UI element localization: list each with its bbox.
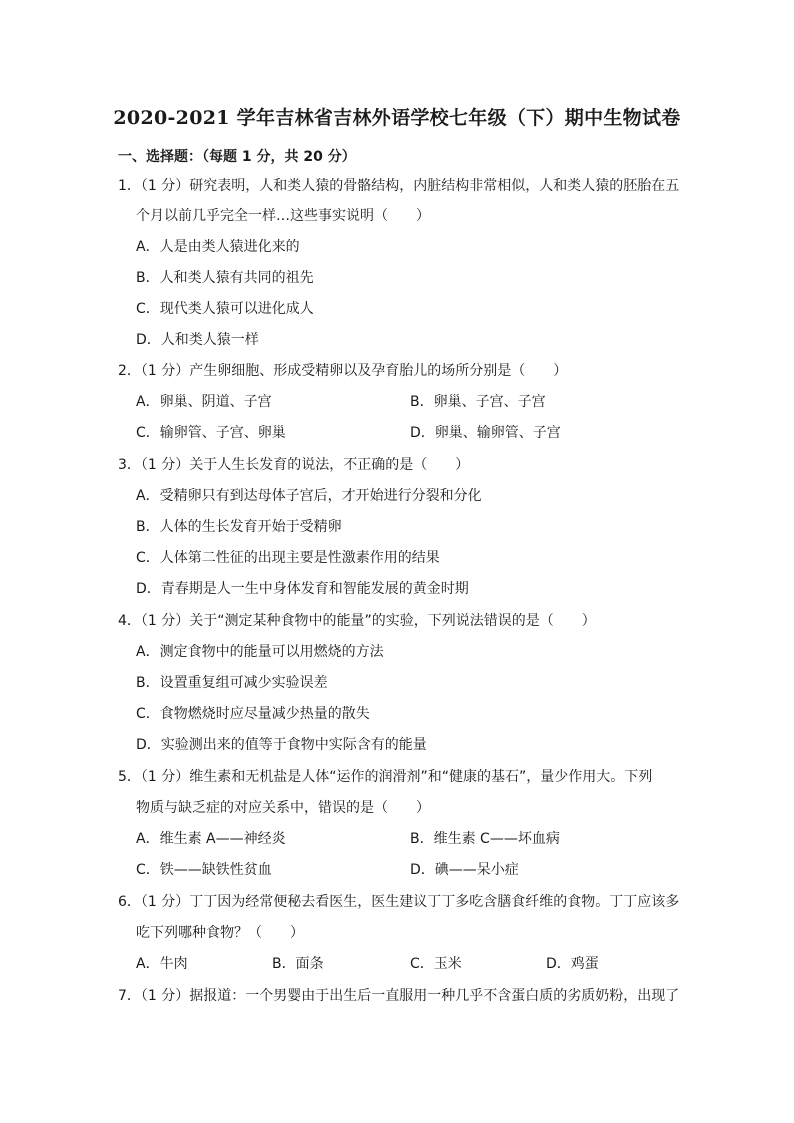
question-3-option-b: B．人体的生长发育开始于受精卵 xyxy=(136,519,342,535)
question-6-option-a: A．牛肉 xyxy=(136,956,188,972)
question-6-option-b: B．面条 xyxy=(272,956,324,972)
question-3-stem-line-1: 3．（1 分）关于人生长发育的说法，不正确的是（ ） xyxy=(118,457,470,473)
question-5-option-b: B．维生素 C——坏血病 xyxy=(410,831,560,847)
question-5-option-a: A．维生素 A——神经炎 xyxy=(136,831,286,847)
question-2-option-a: A．卵巢、阴道、子宫 xyxy=(136,394,272,410)
question-6-stem-line-1: 6．（1 分）丁丁因为经常便秘去看医生，医生建议丁丁多吃含膳食纤维的食物。丁丁应该多 xyxy=(118,894,680,910)
question-2-option-c: C．输卵管、子宫、卵巢 xyxy=(136,425,286,441)
section-heading: 一、选择题：（每题 1 分，共 20 分） xyxy=(118,149,356,165)
question-6-stem-line-2: 吃下列哪种食物？（ ） xyxy=(136,925,304,941)
question-1-option-c: C．现代类人猿可以进化成人 xyxy=(136,301,314,317)
question-1-option-a: A．人是由类人猿进化来的 xyxy=(136,239,300,255)
question-5-stem-line-1: 5．（1 分）维生素和无机盐是人体“运作的润滑剂”和“健康的基石”，量少作用大。下列 xyxy=(118,769,653,785)
question-5-option-d: D．碘——呆小症 xyxy=(410,862,519,878)
question-7-stem-line-1: 7．（1 分）据报道：一个男婴由于出生后一直服用一种几乎不含蛋白质的劣质奶粉，出现了 xyxy=(118,988,680,1004)
question-3-option-d: D．青春期是人一生中身体发育和智能发展的黄金时期 xyxy=(136,581,469,597)
question-5-option-c: C．铁——缺铁性贫血 xyxy=(136,862,272,878)
question-4-option-b: B．设置重复组可减少实验误差 xyxy=(136,675,328,691)
question-1-option-b: B．人和类人猿有共同的祖先 xyxy=(136,270,314,286)
question-4-option-d: D．实验测出来的值等于食物中实际含有的能量 xyxy=(136,737,427,753)
question-2-option-b: B．卵巢、子宫、子宫 xyxy=(410,394,546,410)
page-title: 2020-2021 学年吉林省吉林外语学校七年级（下）期中生物试卷 xyxy=(113,107,681,129)
question-6-option-d: D．鸡蛋 xyxy=(546,956,599,972)
question-5-stem-line-2: 物质与缺乏症的对应关系中，错误的是（ ） xyxy=(136,800,430,816)
question-4-option-a: A．测定食物中的能量可以用燃烧的方法 xyxy=(136,644,384,660)
question-6-option-c: C．玉米 xyxy=(410,956,462,972)
question-3-option-a: A．受精卵只有到达母体子宫后，才开始进行分裂和分化 xyxy=(136,488,482,504)
question-1-stem-line-1: 1．（1 分）研究表明，人和类人猿的骨骼结构，内脏结构非常相似，人和类人猿的胚胎在五 xyxy=(118,178,680,194)
question-2-stem-line-1: 2．（1 分）产生卵细胞、形成受精卵以及孕育胎儿的场所分别是（ ） xyxy=(118,363,568,379)
question-4-stem-line-1: 4．（1 分）关于“测定某种食物中的能量”的实验，下列说法错误的是（ ） xyxy=(118,613,596,629)
question-2-option-d: D．卵巢、输卵管、子宫 xyxy=(410,425,561,441)
question-1-option-d: D．人和类人猿一样 xyxy=(136,332,259,348)
question-1-stem-line-2: 个月以前几乎完全一样…这些事实说明（ ） xyxy=(136,208,430,224)
question-4-option-c: C．食物燃烧时应尽量减少热量的散失 xyxy=(136,706,370,722)
question-3-option-c: C．人体第二性征的出现主要是性激素作用的结果 xyxy=(136,550,440,566)
